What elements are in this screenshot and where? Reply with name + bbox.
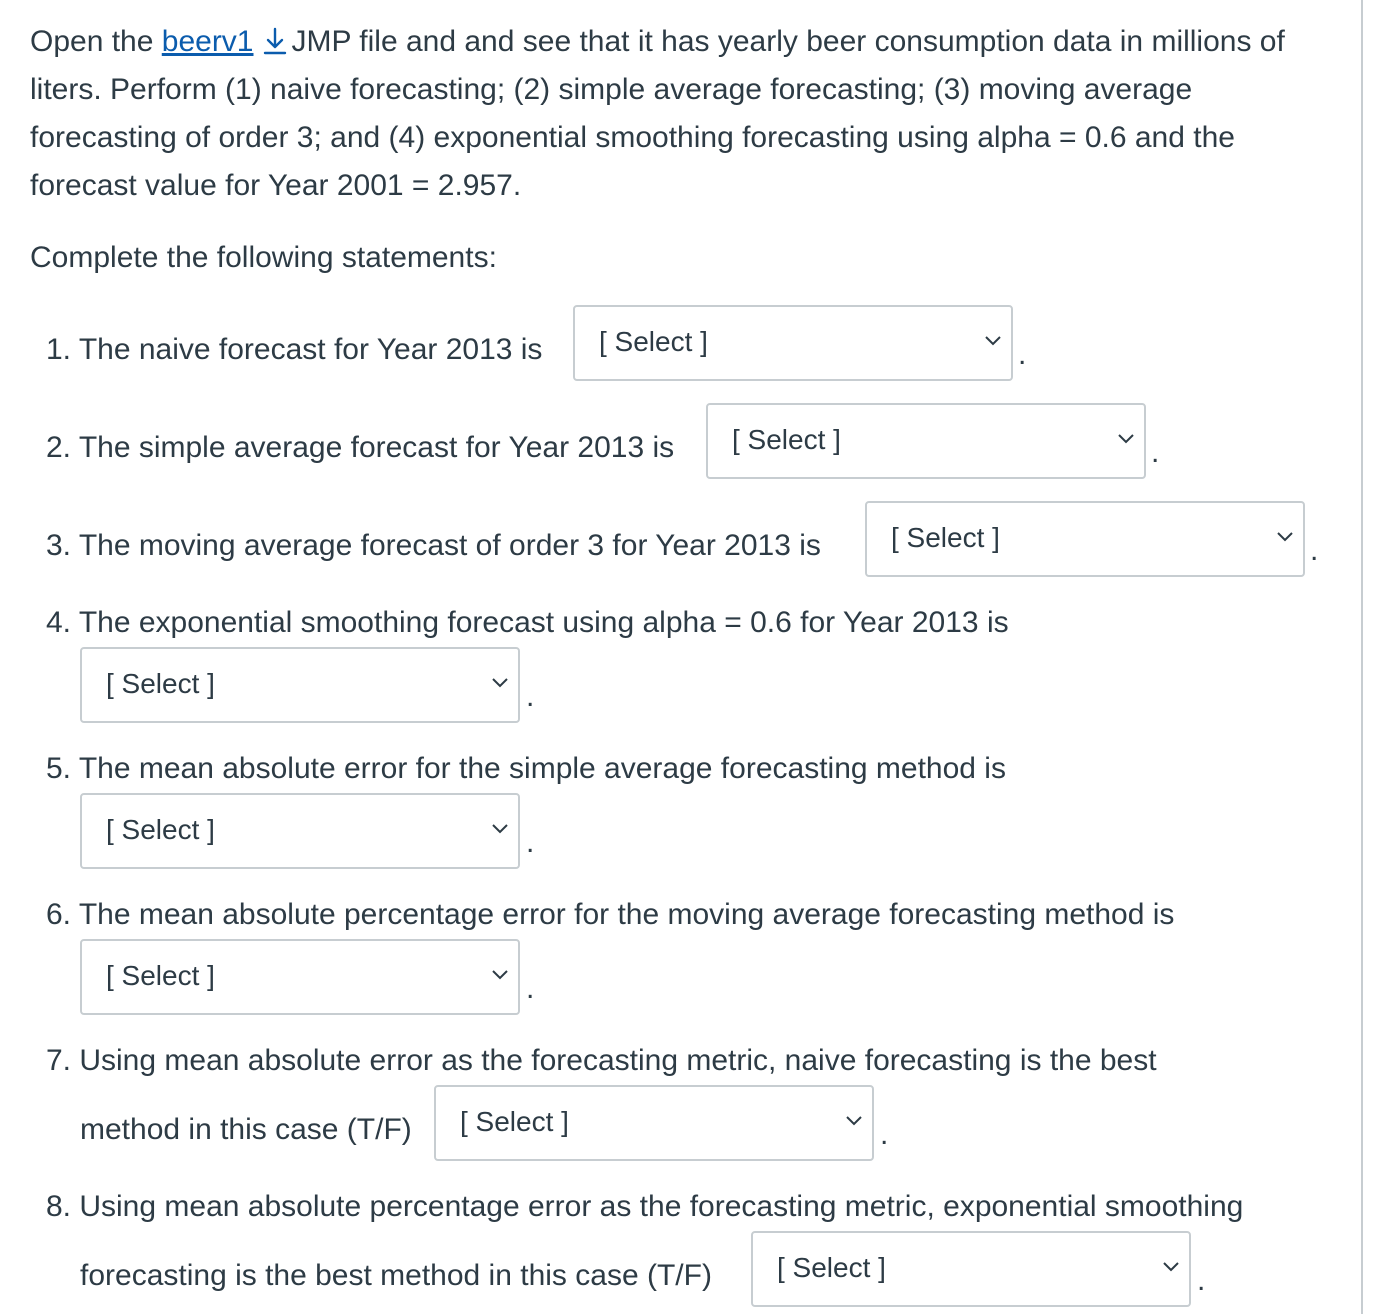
question-7-text-line-2: method in this case (T/F) [80, 1113, 412, 1146]
question-4-text: 4. The exponential smoothing forecast using alpha = 0.6 for Year 2013 is [46, 606, 1009, 639]
download-icon[interactable] [262, 23, 288, 53]
select-value: [ Select ] [777, 1252, 886, 1283]
question-4-period: . [526, 680, 535, 713]
question-3-select[interactable] [865, 501, 1305, 577]
select-value: [ Select ] [460, 1106, 569, 1137]
chevron-down-icon [983, 333, 1003, 347]
question-2-period: . [1151, 436, 1160, 469]
question-4-select[interactable] [80, 647, 520, 723]
question-8-select[interactable] [751, 1231, 1191, 1307]
question-2-select[interactable] [706, 403, 1146, 479]
question-1-period: . [1018, 338, 1027, 371]
question-8-text-line-1: 8. Using mean absolute percentage error as the forecasting metric, exponential smoothing [46, 1190, 1244, 1223]
chevron-down-icon [1116, 431, 1136, 445]
content-right-border [1361, 0, 1363, 1314]
intro-text-rest: JMP file and and see that it has yearly beer consumption data in millions of liters. Perform (1) naive forecasting; (2) simple average forecasting; (3) moving average forecasting of order 3; and (4) exponential smoothing forecasting using alpha = 0.6 and the forecast value for Year 2001 = 2.957. [30, 25, 1285, 202]
chevron-down-icon [490, 821, 510, 835]
beerv1-file-link[interactable]: beerv1 [161, 25, 254, 58]
chevron-down-icon [1275, 529, 1295, 543]
question-8-text-line-2: forecasting is the best method in this case (T/F) [80, 1259, 712, 1292]
question-1-select[interactable] [573, 305, 1013, 381]
intro-text-start: Open the [30, 25, 162, 58]
instructions-heading: Complete the following statements: [30, 241, 497, 274]
question-2-text: 2. The simple average forecast for Year 2013 is [46, 431, 675, 464]
question-6-period: . [526, 972, 535, 1005]
select-value: [ Select ] [106, 668, 215, 699]
question-5-select[interactable] [80, 793, 520, 869]
question-3-period: . [1310, 534, 1319, 567]
question-7-period: . [880, 1118, 889, 1151]
question-8-period: . [1197, 1264, 1206, 1297]
question-1-text: 1. The naive forecast for Year 2013 is [46, 333, 543, 366]
chevron-down-icon [490, 675, 510, 689]
question-6-select[interactable] [80, 939, 520, 1015]
chevron-down-icon [844, 1113, 864, 1127]
question-7-select[interactable] [434, 1085, 874, 1161]
chevron-down-icon [1161, 1259, 1181, 1273]
chevron-down-icon [490, 967, 510, 981]
question-6-text: 6. The mean absolute percentage error for the moving average forecasting method is [46, 898, 1175, 931]
select-value: [ Select ] [732, 424, 841, 455]
question-5-text: 5. The mean absolute error for the simple average forecasting method is [46, 752, 1006, 785]
select-value: [ Select ] [106, 960, 215, 991]
question-5-period: . [526, 826, 535, 859]
select-value: [ Select ] [106, 814, 215, 845]
question-7-text-line-1: 7. Using mean absolute error as the forecasting metric, naive forecasting is the best [46, 1044, 1157, 1077]
intro-paragraph [30, 18, 1330, 210]
select-value: [ Select ] [891, 522, 1000, 553]
select-value: [ Select ] [599, 326, 708, 357]
question-3-text: 3. The moving average forecast of order 3 for Year 2013 is [46, 529, 821, 562]
